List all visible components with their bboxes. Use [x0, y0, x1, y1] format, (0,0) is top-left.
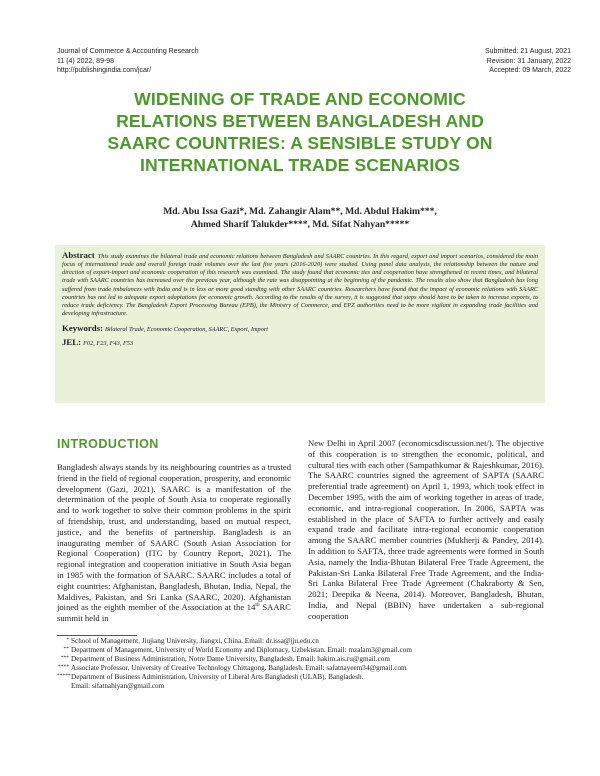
- title-line: WIDENING OF TRADE AND ECONOMIC: [134, 89, 466, 109]
- left-column: [57, 437, 291, 624]
- title-line: SAARC COUNTRIES: A SENSIBLE STUDY ON: [107, 133, 493, 153]
- introduction-paragraph-right: New Delhi in April 2007 (economicsdiscussion.net/). The objective of this cooperation is to strengthen the economic, political, and cultural ties with each other (Sampathkumar & Rajeshkumar, 2016). The SAARC countries signed the agreement of SAPTA (SAARC preferential trade agreement) on April 1, 1993, which took effect in December 1995, with the aim of working together in areas of trade, economic, and intra-regional cooperation. In 2006, SAPTA was established in the place of SAFTA to further actively and easily expand trade and facilitate intra-regional economic cooperation among the SAARC member countries (Mukherji & Pandey, 2014). In addition to SAFTA, three trade agreements were formed in South Asia, namely the India-Bhutan Bilateral Free Trade Agreement, the Pakistan-Sri Lanka Bilateral Free Trade Agreement, and the India-Sri Lanka Bilateral Free Trade Agreement (Chakraborty & Sen, 2021; Deepika & Neena, 2014). Moreover, Bangladesh, Bhutan, India, and Nepal (BBIN) have undertaken a sub-regional cooperation: [308, 438, 544, 621]
- abstract-text: This study examines the bilateral trade and economic relations between Bangladesh and SAARC countries. In this regard, export and import scenarios, considered the main focus of international trade and overall foreign trade volumes over the last five years (2016-2020) were studied. Using panel data analysis, the relationship between the nature and direction of export-import and economic cooperation of this research was examined. The study found that economic ties and cooperation have strengthened in recent times, and bilateral trade with SAARC countries has increased over the previous year, although the rate was disappointing at the beginning of the pandemic. The results also show that Bangladesh has long suffered from trade imbalances with India and is in less or more good standing with other SAARC countries. Researchers have found that the impact of economic relations with SAARC countries has not led to adequate export adaptations for economic growth. According to the results of the survey, it is suggested that steps should have to be taken to increase exports, to reduce trade deficiency. The Bangladesh Export Processing Bureau (EPB), the Ministry of Commerce, and EPZ authorities need to be more vigilant in expanding trade facilities and developing infrastructure.: [62, 253, 538, 318]
- dates-header: [485, 47, 571, 76]
- title-line: RELATIONS BETWEEN BANGLADESH AND: [116, 111, 484, 131]
- intro-text-left-a: Bangladesh always stands by its neighbouring countries as a trusted friend in the field of regional cooperation, prosperity, and economic development (Gazi, 2021). SAARC is a manifestation of the determination of the people of South Asia to cooperate regionally and to work together to solve their common problems in the spirit of friendship, trust, and understanding, based on mutual respect, justice, and the benefits of partnership. Bangladesh is an inaugurating member of SAARC (South Asian Association for Regional Cooperation) (ITC by Country Report, 2021). The regional integration and cooperation initiative in South Asia began in 1985 with the formation of SAARC. SAARC includes a total of eight countries: Afghanistan, Bangladesh, Bhutan, India, Nepal, the Maldives, Pakistan, and Sri Lanka (SAARC, 2020). Afghanistan joined as the eighth member of the Association at the 14: [57, 462, 291, 613]
- footnote-text: Department of Business Administration, University of Liberal Arts Bangladesh (ULAB), Bangladesh.: [71, 673, 364, 682]
- keywords-text: Bilateral Trade, Economic Cooperation, SAARC, Export, Import: [105, 326, 269, 334]
- footnote-item: [57, 655, 547, 664]
- title-line: INTERNATIONAL TRADE SCENARIOS: [140, 155, 460, 175]
- footnote-mark: ***: [60, 655, 69, 662]
- introduction-paragraph-left: [57, 462, 291, 624]
- paper-title: [40, 88, 560, 176]
- submitted-date: Submitted: 21 August, 2021: [484, 48, 571, 55]
- abstract-paragraph: [62, 251, 538, 318]
- footnote-item: [57, 637, 547, 646]
- intro-text-left-b: SAARC summit held in: [57, 602, 291, 624]
- footnote-email: Email: sifatnahiyan@gmail.com: [71, 682, 165, 691]
- footnote-mark: ****: [58, 664, 69, 671]
- keywords-line: [62, 323, 538, 333]
- keywords-label: Keywords:: [62, 323, 104, 334]
- authors-line: Ahmed Sharif Talukder****, Md. Sifat Nahyan*****: [190, 218, 410, 230]
- accepted-date: Accepted: 09 March, 2022: [489, 67, 571, 75]
- journal-name: Journal of Commerce & Accounting Research: [57, 48, 199, 55]
- revision-date: Revision: 31 January, 2022: [486, 57, 571, 65]
- footnote-text: Department of Business Administration, Notre Dame University, Bangladesh. Email: hakim.ais.ru@gmail.com: [71, 655, 390, 664]
- journal-url[interactable]: http://publishingindia.com/jcar/: [57, 67, 152, 75]
- abstract-label: Abstract: [62, 250, 95, 260]
- footnote-item: [57, 673, 547, 682]
- jel-label: JEL:: [62, 337, 82, 348]
- jel-line: [62, 337, 538, 347]
- authors-line: Md. Abu Issa Gazi*, Md. Zahangir Alam**, Md. Abdul Hakim***,: [163, 206, 437, 217]
- footnote-text: Associate Professor, University of Creative Technology Chittagong, Bangladesh. Email: safatnayeem34@gmail.com: [71, 664, 407, 673]
- footnote-item: [57, 646, 547, 655]
- footnote-mark: *: [66, 637, 69, 643]
- footnote-text: Department of Management, University of World Economy and Diplomacy, Uzbekistan. Email: mzalam3@gmail.com: [71, 646, 412, 655]
- footnotes: [57, 637, 547, 692]
- author-list: [40, 206, 560, 231]
- footnote-item: [57, 664, 547, 673]
- journal-issue: 11 (4) 2022, 89-98: [57, 57, 115, 65]
- footnote-mark: **: [63, 646, 69, 653]
- abstract-box: [55, 245, 545, 403]
- footnote-text: School of Management, Jiujiang University, Jiangxi, China. Email: dr.issa@jju.edu.cn: [71, 637, 319, 645]
- introduction-heading: INTRODUCTION: [57, 437, 159, 451]
- ordinal-suffix: th: [255, 602, 260, 609]
- right-column: [308, 438, 544, 622]
- jel-codes: F02, F23, F43, F53: [83, 340, 134, 348]
- footnote-mark: *****: [57, 673, 71, 680]
- footnote-divider: [57, 635, 137, 636]
- journal-header: [57, 47, 199, 76]
